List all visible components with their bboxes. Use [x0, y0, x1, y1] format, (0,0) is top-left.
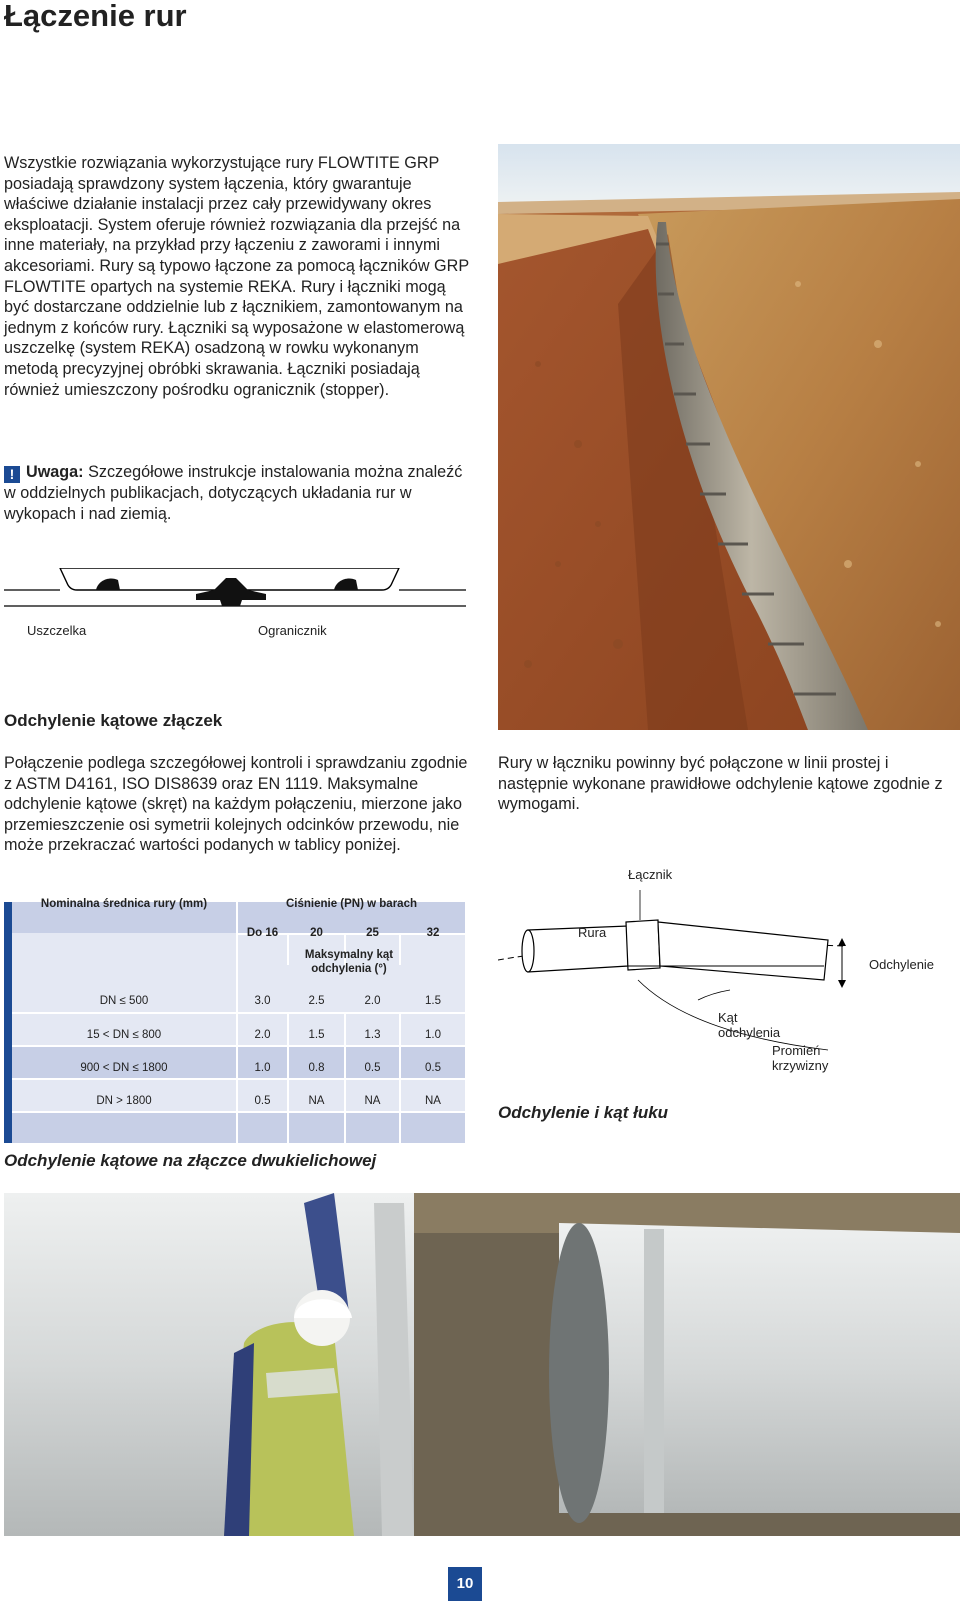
table-row-1-dn: DN ≤ 500	[99, 995, 149, 1007]
table-row-2-val-3: 1.3	[364, 1029, 381, 1041]
table-row-2-dn: 15 < DN ≤ 800	[86, 1029, 162, 1041]
table-row-4-val-3: NA	[364, 1095, 381, 1107]
radius-label-line-2: krzywizny	[772, 1058, 829, 1073]
worker-pipes-photo	[4, 1193, 960, 1536]
table-row-4-val-4: NA	[425, 1095, 441, 1107]
gasket-label: Uszczelka	[27, 623, 87, 638]
intro-paragraph: Wszystkie rozwiązania wykorzystujące rury FLOWTITE GRP posiadają sprawdzony system łączenia, który gwarantuje właściwe działanie instalacji przez cały przewidywany okres eksploatacji. System oferuje również rozwiązania dla przejść na inne materiały, na przykład przy łączeniu z zaworami i innymi akcesoriami. Rury są typowo łączone za pomocą łączników GRP FLOWTITE opartych na systemie REKA. Rury i łączniki mogą być dostarczane oddzielnie lub z łącznikiem, zamontowanym na jednym z końców rury. Łączniki są wyposażone w elastomerową uszczelkę (system REKA) osadzoną w rowku wykonanym metodą precyzyjnej obróbki skrawania. Łączniki posiadają również umieszczony pośrodku ogranicznik (stopper).	[4, 154, 469, 399]
note-text: Szczegółowe instrukcje instalowania można znaleźć w oddzielnych publikacjach, dotyczących układania rur w wykopach i nad ziemią.	[4, 463, 463, 523]
section-heading: Odchylenie kątowe złączek	[4, 711, 223, 730]
section-left-paragraph: Połączenie podlega szczegółowej kontroli i sprawdzaniu zgodnie z ASTM D4161, ISO DIS8639 oraz EN 1119. Maksymalne odchylenie kątowe (skręt) na każdym połączeniu, mierzone jako przemieszczenie osi symetrii kolejnych odcinków przewodu, nie może przekraczać wartości podanych w tablicy poniżej.	[4, 754, 468, 855]
page-title: Łączenie rur	[4, 0, 187, 33]
table-row-3-val-4: 0.5	[425, 1062, 441, 1074]
table-row-3-val-2: 0.8	[308, 1062, 325, 1074]
offset-label: Odchylenie	[869, 957, 935, 972]
pressure-header-pn25: 25	[366, 927, 379, 939]
note-paragraph	[4, 462, 470, 524]
section-right-paragraph: Rury w łączniku powinny być połączone w linii prostej i następnie wykonane prawidłowe odchylenie kątowe zgodnie z wymogami.	[498, 754, 943, 814]
warning-icon: !	[4, 466, 20, 483]
pipe-label: Rura	[578, 925, 607, 940]
radius-label-line-1: Promień	[772, 1043, 821, 1058]
table-row-3-val-1: 1.0	[254, 1062, 271, 1074]
angle-label-line-1: Kąt	[718, 1010, 738, 1025]
curve-caption: Odchylenie i kąt łuku	[498, 1103, 669, 1122]
angular-deflection-table	[4, 898, 465, 1143]
table-row-1-val-2: 2.5	[308, 995, 325, 1007]
table-row-3-val-3: 0.5	[364, 1062, 381, 1074]
table-row-4-val-2: NA	[308, 1095, 325, 1107]
pressure-column-header: Ciśnienie (PN) w barach	[285, 898, 417, 910]
table-row-4-dn: DN > 1800	[96, 1095, 152, 1107]
table-caption: Odchylenie kątowe na złączce dwukielichowej	[4, 1151, 377, 1170]
table-row-2-val-4: 1.0	[425, 1029, 441, 1041]
page-number: 10	[448, 1567, 482, 1601]
table-row-4-val-1: 0.5	[254, 1095, 271, 1107]
table-row-2-val-2: 1.5	[308, 1029, 325, 1041]
table-row-1-val-4: 1.5	[425, 995, 441, 1007]
angle-subheader: Maksymalny kąt odchylenia (°)	[304, 949, 394, 975]
trench-pipeline-photo	[498, 144, 960, 730]
table-row-3-dn: 900 < DN ≤ 1800	[80, 1062, 168, 1074]
pressure-header-pn32: 32	[426, 927, 440, 939]
table-row-2-val-1: 2.0	[254, 1029, 271, 1041]
pressure-header-pn20: 20	[310, 927, 323, 939]
angle-label-line-2: odchylenia	[718, 1025, 781, 1040]
diameter-column-header: Nominalna średnica rury (mm)	[40, 898, 208, 910]
pressure-header-pn16: Do 16	[246, 927, 279, 939]
table-row-1-val-1: 3.0	[254, 995, 271, 1007]
coupler-label: Łącznik	[628, 867, 673, 882]
deflection-curve-diagram	[498, 880, 960, 1080]
table-row-1-val-3: 2.0	[364, 995, 381, 1007]
note-label: Uwaga:	[26, 463, 84, 481]
stopper-label: Ogranicznik	[258, 623, 327, 638]
